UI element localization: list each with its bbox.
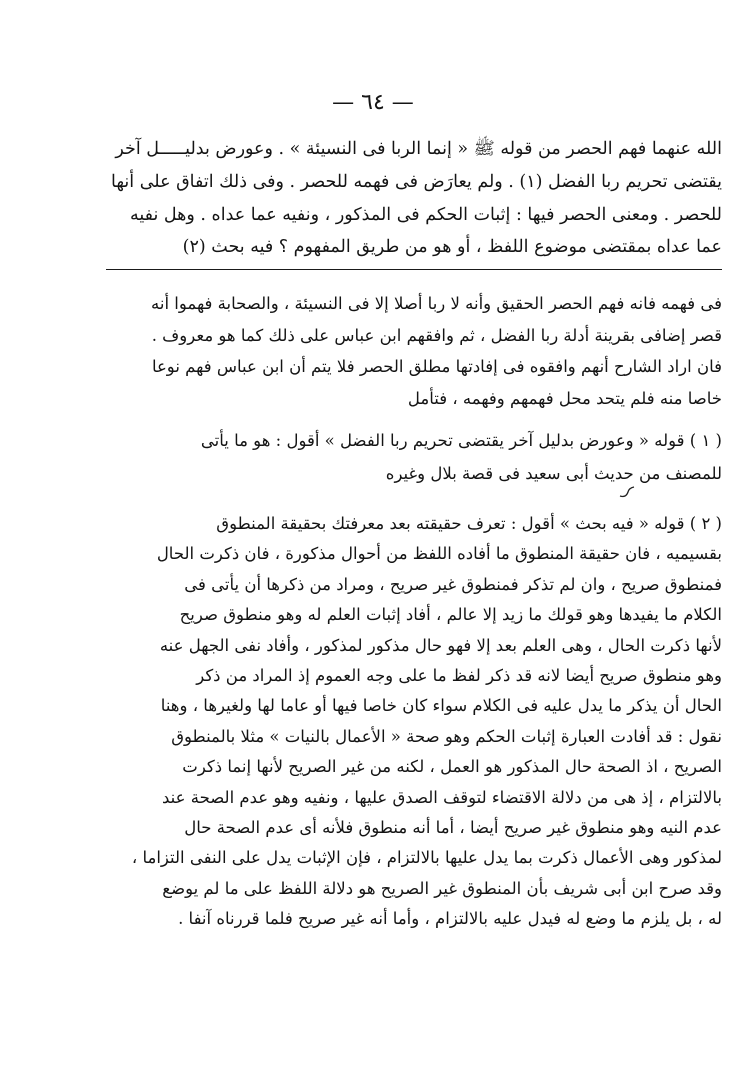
footnote-2-line: له ، بل يلزم ما وضع له فيدل عليه بالالتزام ، وأما أنه غير صريح فلما قررناه آنفا . [178, 909, 722, 929]
page-number: — ٦٤ — [332, 90, 414, 115]
footnote-2-line: الحال أن يذكر ما يدل عليه فى الكلام سواء كان خاصا فيها أو عاما لها ولغيرها ، وهنا [160, 696, 722, 716]
main-text [108, 133, 722, 264]
footnote-2-line: بقسيميه ، فان حقيقة المنطوق ما أفاده اللفظ من أحوال مذكورة ، فان ذكرت الحال [156, 544, 722, 564]
footnote-2-line: بالالتزام ، إذ هى من دلالة الاقتضاء لتوقف الصدق عليها ، ونفيه وهو عدم الصحة عند [162, 787, 722, 807]
footnote-2-line: عدم النيه وهو منطوق غير صريح أيضا ، أما أنه منطوق فلأنه أى عدم الصحة حال [184, 818, 722, 838]
footnote-2-line: الصريح ، اذ الصحة حال المذكور هو العمل ، لكنه من غير الصريح لأنها إنما ذكرت [182, 757, 722, 777]
footnote-2-line: لمذكور وهى الأعمال ذكرت بما يدل عليها بالالتزام ، فإن الإثبات يدل على النفى التزاما ، [131, 848, 722, 868]
footnote-2-line: لأنها ذكرت الحال ، وهى العلم بعد إلا فهو حال مذكور لمذكور ، وأفاد نفى الجهل عنه [159, 635, 722, 655]
commentary-line: فى فهمه فانه فهم الحصر الحقيق وأنه لا ربا أصلا إلا فى النسيئة ، والصحابة فهموا أنه [151, 294, 722, 313]
main-text-line: عما عداه بمقتضى موضوع اللفظ ، أو هو من طريق المفهوم ؟ فيه بحث (٢) [182, 237, 722, 258]
commentary-line: قصر إضافى بقرينة أدلة ربا الفضل ، ثم وافقهم ابن عباس على ذلك كما هو معروف . [151, 325, 722, 345]
commentary-line: خاصا منه فلم يتحد محل فهمهم وفهمه ، فتأمل [407, 388, 722, 408]
footnote-2-line: نقول : قد أفادت العبارة إثبات الحكم وهو صحة « الأعمال بالنيات » مثلا بالمنطوق [171, 726, 722, 746]
commentary-text [108, 288, 722, 414]
scribble-mark-icon [618, 486, 636, 500]
footnote-1-line: ( ١ ) قوله « وعورض بدليل آخر يقتضى تحريم ربا الفضل » أقول : هو ما يأتى [200, 431, 722, 450]
footnote-2 [108, 509, 722, 935]
main-text-line: يقتضى تحريم ربا الفضل (١) . ولم يعارَض فى فهمه للحصر . وفى ذلك اتفاق على أنها [111, 171, 722, 192]
main-text-line: الله عنهما فهم الحصر من قوله ﷺ « إنما الربا فى النسيئة » . وعورض بدليـــــل آخر [115, 139, 722, 159]
footnote-2-line: ( ٢ ) قوله « فيه بحث » أقول : تعرف حقيقته بعد معرفتك بحقيقة المنطوق [216, 514, 722, 533]
footnote-1-line: للمصنف من حديث أبى سعيد فى قصة بلال وغيره [385, 464, 722, 483]
footnote-2-line: وقد صرح ابن أبى شريف بأن المنطوق غير الصريح هو دلالة اللفظ على ما لم يوضع [162, 878, 722, 898]
footnote-1 [108, 424, 722, 490]
footnote-2-line: فمنطوق صريح ، وان لم تذكر فمنطوق غير صريح ، ومراد من ذكرها أن يأتى فى [184, 574, 722, 594]
commentary-line: فان اراد الشارح أنهم وافقوه فى إفادتها مطلق الحصر فلا يتم أن ابن عباس فهم نوعا [151, 357, 722, 376]
separator-rule [106, 269, 722, 270]
footnote-2-line: الكلام ما يفيدها وهو قولك ما زيد إلا عالم ، أفاد إثبات العلم له وهو منطوق صريح [179, 605, 722, 625]
main-text-line: للحصر . ومعنى الحصر فيها : إثبات الحكم فى المذكور ، ونفيه عما عداه . وهل نفيه [129, 204, 722, 225]
footnote-2-line: وهو منطوق صريح أيضا لانه قد ذكر لفظ ما على وجه العموم إذ المراد من ذكر [196, 666, 722, 686]
